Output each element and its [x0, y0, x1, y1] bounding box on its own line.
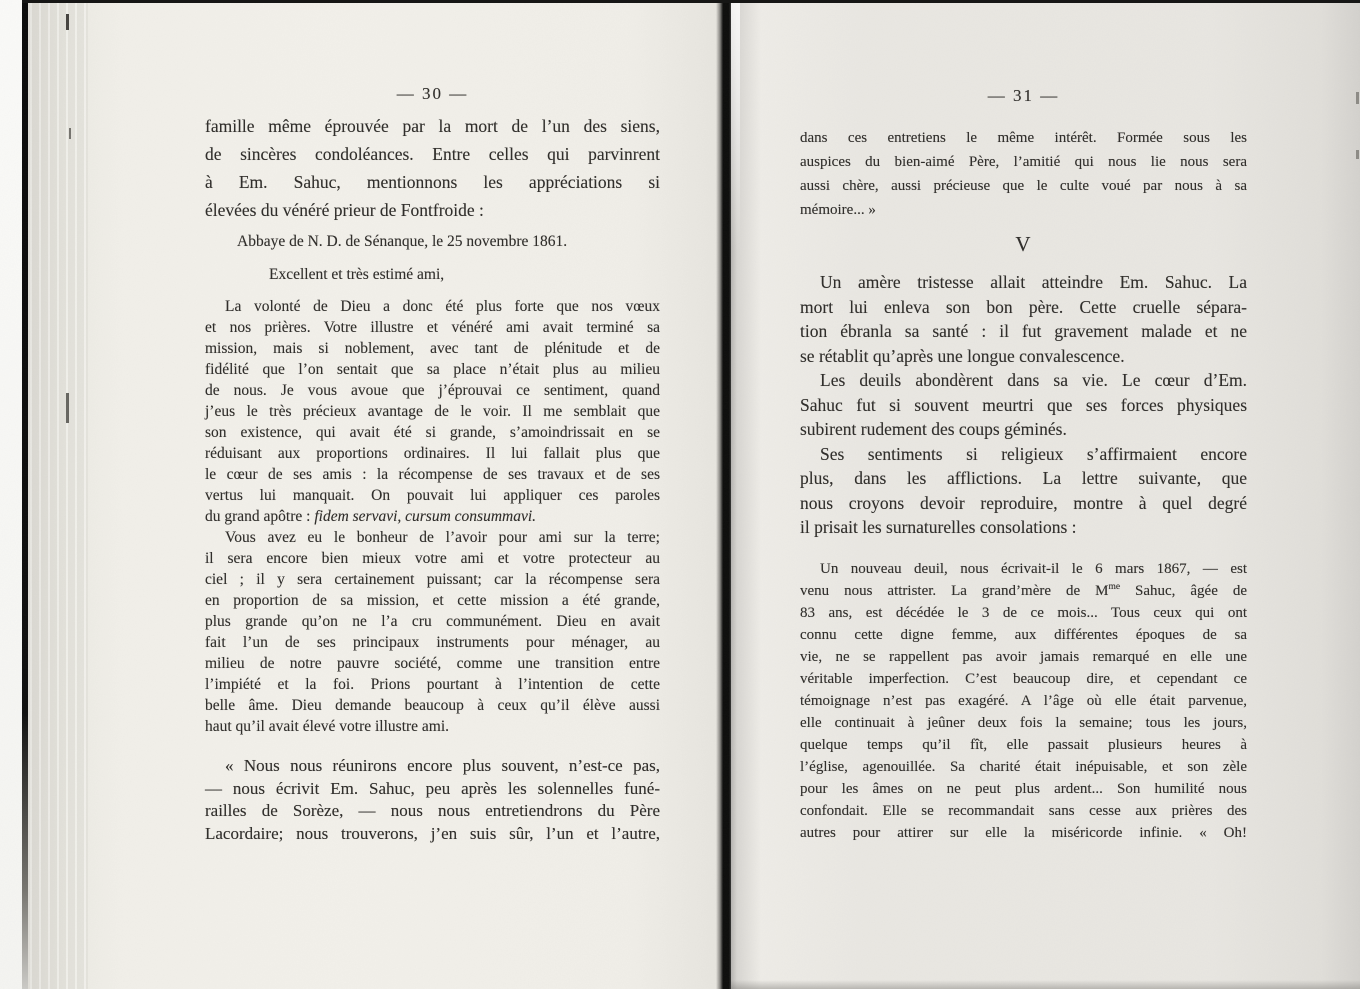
page-number-right: — 31 —: [987, 86, 1060, 105]
text-line: connu cette digne femme, aux différentes époques de sa: [800, 626, 1247, 643]
page-number-left: — 30 —: [396, 84, 469, 103]
text-line: — nous écrivit Em. Sahuc, peu après les solennelles funé-: [205, 778, 660, 798]
letter-paragraph-3: [800, 558, 1247, 844]
text-line: Sahuc fut si souvent meurtri que ses forces physiques: [800, 394, 1247, 415]
text-line: il prisait les surnaturelles consolations :: [800, 517, 1077, 537]
text-line: son existence, qui avait été si grande, s’amoindrissait en se: [205, 424, 660, 441]
text-line: l’impiété et la foi. Prions pourtant à l’intention de cette: [205, 676, 660, 693]
text-line: plus grande qu’on ne l’a cru communément. Dieu en avait: [205, 613, 660, 630]
superscript-abbreviation: me: [1108, 581, 1121, 592]
text-span: venu nous attrister. La grand’mère de M: [800, 582, 1109, 599]
letter-dateline: Abbaye de N. D. de Sénanque, le 25 novembre 1861.: [237, 233, 568, 250]
text-line: auspices du bien-aimé Père, l’amitié qui nous lie nous sera: [800, 154, 1247, 170]
text-line: véritable imperfection. C’est beaucoup dire, et cependant ce: [800, 670, 1247, 687]
text-line: plus, dans les afflictions. La lettre suivante, que: [800, 468, 1247, 488]
text-line: fidélité que l’on sentait que sa place n’était plus au milieu: [205, 361, 660, 378]
quote-paragraph: [205, 755, 660, 845]
text-line: fait l’un de ses principaux instruments pour ménager, au: [205, 634, 660, 651]
text-line: ciel ; il y sera certainement puissant; car la récompense sera: [205, 571, 660, 588]
text-line: haut qu’il avait élevé votre illustre ami.: [205, 718, 450, 735]
page-edge-nick: [69, 128, 71, 139]
text-line: aussi chère, aussi précieuse que le culte voué par nous à sa: [800, 178, 1247, 194]
text-line: « Nous nous réunirons encore plus souvent, n’est-ce pas,: [225, 756, 660, 775]
letter-salutation: Excellent et très estimé ami,: [269, 266, 445, 283]
text-line: mémoire... »: [800, 202, 876, 218]
text-line: Ses sentiments si religieux s’affirmaient encore: [820, 443, 1247, 464]
text-line: réduisant aux proportions ordinaires. Il lui fallait plus que: [205, 445, 660, 462]
text-line: autres pour attirer sur elle la miséricorde infinie. « Oh!: [800, 824, 1247, 841]
page-edge-shadow: [22, 0, 28, 989]
body-paragraph-1: [800, 270, 1247, 368]
text-line: et nos prières. Votre illustre et vénéré ami avait terminé sa: [205, 319, 660, 336]
scanner-margin: [0, 0, 22, 989]
text-line: dans ces entretiens le même intérêt. Formée sous les: [800, 130, 1247, 146]
text-line: subirent rudement des coups géminés.: [800, 419, 1067, 439]
text-line: Un amère tristesse allait atteindre Em. Sahuc. La: [820, 272, 1247, 292]
text-line: railles de Sorèze, — nous nous entretiendrons du Père: [205, 801, 660, 820]
text-line: se rétablit qu’après une longue convalescence.: [800, 345, 1125, 366]
text-line-latin-quote: [205, 506, 660, 527]
letter-paragraph-2: [205, 527, 660, 737]
text-line: Les deuils abondèrent dans sa vie. Le cœur d’Em.: [820, 370, 1247, 390]
latin-italic-span: fidem servavi, cursum consummavi.: [314, 508, 537, 525]
body-paragraph-3: [800, 442, 1247, 540]
text-line: en proportion de sa mission, et cette mission a été grande,: [205, 592, 660, 609]
text-line: de nous. Je vous avoue que j’éprouvai ce sentiment, quand: [205, 382, 660, 399]
text-line: élevées du vénéré prieur de Fontfroide :: [205, 200, 484, 220]
text-line: elle continuait à jeûner deux fois la semaine; tous les jours,: [800, 714, 1247, 731]
text-line: belle âme. Dieu demande beaucoup à ceux qu’il élève aussi: [205, 697, 660, 714]
text-line-with-superscript: [800, 580, 1247, 602]
text-line: témoignage n’est pas exagéré. A l’âge où elle était parvenue,: [800, 692, 1247, 709]
text-line: vertus lui manquait. On pouvait lui appliquer ces paroles: [205, 487, 660, 504]
page-edge-mark: [1356, 150, 1359, 159]
text-line: mission, mais si noblement, avec tant de plénitude et de: [205, 340, 660, 357]
text-line: vie, ne se rappellent pas avoir jamais remarqué en elle une: [800, 648, 1247, 665]
text-line: quelque temps qu’il fît, elle passait plusieurs heures à: [800, 736, 1247, 753]
intro-paragraph: [205, 112, 660, 224]
deckle-edge-texture: [30, 0, 88, 989]
text-line: l’église, agenouillée. Sa charité était inépuisable, et son zèle: [800, 758, 1247, 775]
text-line: mort lui enleva son bon père. Cette cruelle sépara-: [800, 296, 1247, 317]
page-top-edge: [22, 0, 1360, 3]
text-span: du grand apôtre :: [205, 508, 315, 525]
text-line: Un nouveau deuil, nous écrivait-il le 6 mars 1867, — est: [820, 560, 1247, 577]
text-line: de sincères condoléances. Entre celles qui parvinrent: [205, 144, 660, 164]
text-span: Sahuc, âgée de: [1120, 582, 1247, 599]
book-gutter: [716, 0, 731, 989]
text-line: pour les âmes on ne peut plus ardent... Son humilité nous: [800, 780, 1247, 797]
body-paragraph-2: [800, 368, 1247, 442]
gutter-highlight: [731, 3, 740, 253]
text-line: j’eus le très précieux avantage de le voir. Il me semblait que: [205, 403, 660, 420]
text-line: tion ébranla sa santé : il fut gravement malade et ne: [800, 321, 1247, 341]
letter-paragraph-1: [205, 296, 660, 527]
chapter-heading: V: [1015, 232, 1032, 256]
right-page: [800, 0, 1247, 844]
text-line: milieu de notre pauvre société, comme une transition entre: [205, 655, 660, 672]
page-bottom-edge: [731, 980, 1360, 989]
left-page: [205, 0, 660, 845]
text-line: nous croyons devoir reproduire, montre à quel degré: [800, 492, 1247, 513]
letter-end-paragraph: [800, 126, 1247, 222]
text-line: Vous avez eu le bonheur de l’avoir pour ami sur la terre;: [225, 529, 660, 546]
text-line: confondait. Elle se recommandait sans cesse aux prières des: [800, 802, 1247, 819]
text-line: La volonté de Dieu a donc été plus forte que nos vœux: [225, 298, 660, 315]
text-line: à Em. Sahuc, mentionnons les appréciations si: [205, 172, 660, 192]
page-edge-nick: [66, 14, 69, 30]
text-line: il sera encore bien mieux votre ami et votre protecteur au: [205, 550, 660, 567]
page-edge-mark: [1356, 92, 1359, 104]
page-edge-nick: [66, 393, 69, 423]
text-line: famille même éprouvée par la mort de l’un des siens,: [205, 116, 660, 136]
text-line: Lacordaire; nous trouverons, j’en suis sûr, l’un et l’autre,: [205, 823, 660, 843]
text-line: le cœur de ses amis : la récompense de ses travaux et de ses: [205, 466, 660, 483]
text-line: 83 ans, est décédée le 3 de ce mois... Tous ceux qui ont: [800, 604, 1247, 621]
